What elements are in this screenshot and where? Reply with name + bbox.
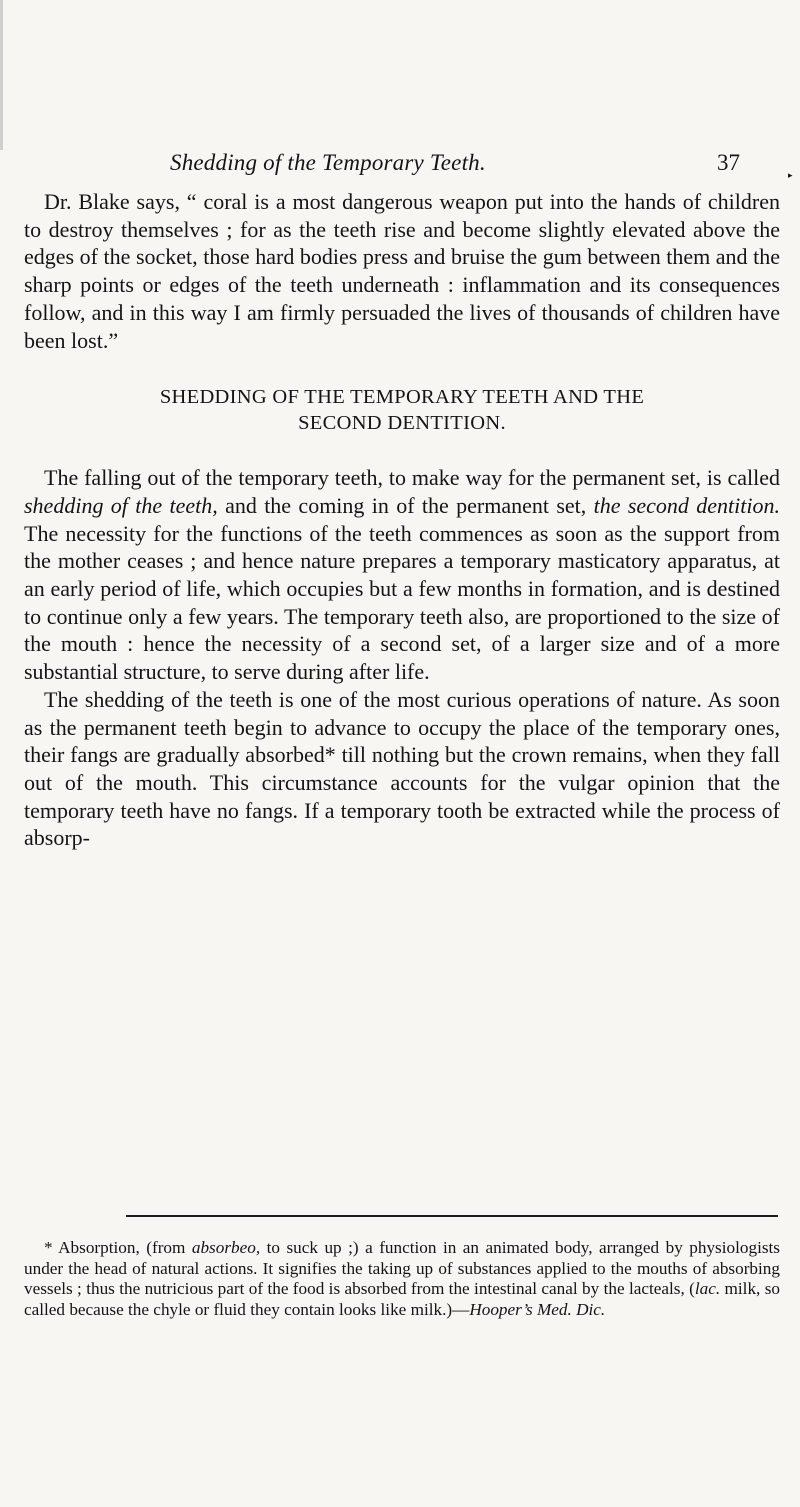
quote-paragraph: Dr. Blake says, “ coral is a most dangerous weapon put into the hands of children to destroy themselves ; for as the teeth rise and become slightly elevated above the edges of the socket, those hard bodies press and bruise the gum between them and the sharp points or edges of the teeth underneath : inflammation and its consequences follow, and in this way I am firmly persuaded the lives of thousands of children have been lost.” [24, 189, 780, 353]
paragraph-2-text-1: The falling out of the temporary teeth, to make way for the permanent set, is called [44, 465, 780, 491]
page-edge-mark: ▸ [788, 170, 793, 180]
body-text [24, 188, 780, 852]
section-heading [24, 384, 780, 436]
paragraph-2-italic-1: shedding of the teeth, [24, 492, 218, 518]
paragraph-2-text-2: and the coming in of the permanent set, [217, 492, 594, 518]
paragraph-shedding-definition [24, 464, 780, 686]
paragraph-2-italic-2: the second dentition. [593, 492, 780, 518]
paragraph-shedding-process: The shedding of the teeth is one of the most curious operations of nature. As soon as the permanent teeth begin to advance to occupy the place of the temporary ones, their fangs are gradually absorbed* till nothing but the crown remains, when they fall out of the mouth. This circumstance accounts for the vulgar opinion that the temporary teeth have no fangs. If a temporary tooth be extracted while the process of absorp- [24, 686, 780, 851]
paragraph-2-text-3: The necessity for the functions of the teeth commences as soon as the support from the mother ceases ; and hence nature prepares a temporary masticatory apparatus, at an early period of life, which occupies but a few months in formation, and is destined to continue only a few years. The temporary teeth also, are proportioned to the size of the mouth : hence the necessity of a second set, of a larger size and of a more substantial structure, to serve during after life. [24, 520, 780, 685]
footnote-text-2: to suck up ;) a function in an animated body, arranged by physiologists under the head of natural actions. It signifies the taking up of substances applied to the mouths of absorbing vessels ; thus the nutricious part of the food is absorbed from the intestinal canal by the lacteals, ( [24, 1238, 780, 1298]
footnote-italic-3: Hooper’s Med. Dic. [469, 1299, 606, 1319]
footnote-text [24, 1238, 780, 1320]
footnote-text-1: * Absorption, (from [44, 1238, 192, 1257]
running-header [170, 150, 740, 182]
footnote-divider [126, 1215, 778, 1217]
page-binding-edge [0, 0, 3, 150]
running-title: Shedding of the Temporary Teeth. [170, 150, 486, 175]
footnote [24, 1238, 780, 1320]
footnote-italic-1: absorbeo, [191, 1238, 261, 1257]
section-heading-line-2: SECOND DENTITION. [298, 412, 506, 435]
section-heading-line-1: SHEDDING OF THE TEMPORARY TEETH AND THE [159, 386, 645, 409]
page-number: 37 [717, 150, 740, 175]
footnote-italic-2: lac. [694, 1279, 721, 1298]
footnote-text-3: milk, so called because the chyle or fluid they contain looks like milk.)— [24, 1279, 780, 1319]
